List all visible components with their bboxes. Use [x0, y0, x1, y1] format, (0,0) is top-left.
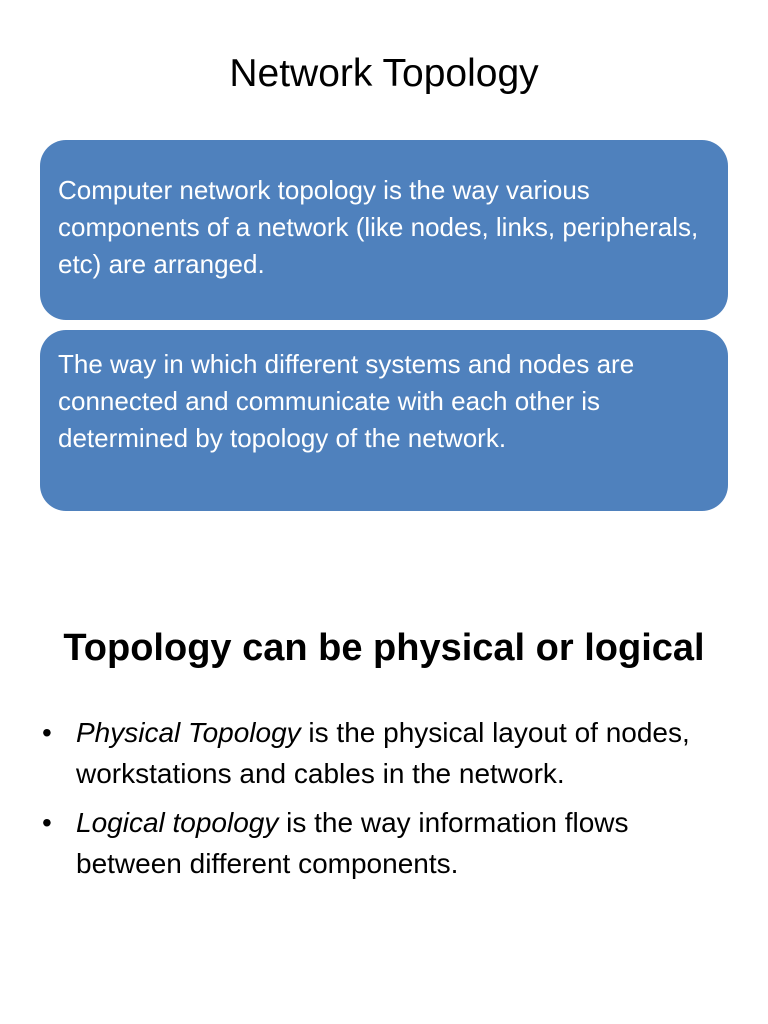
definition-text: Computer network topology is the way various components of a network (like nodes, links, peripherals, etc) are arranged.	[58, 175, 699, 279]
list-item	[40, 802, 740, 884]
physical-topology-term: Physical Topology	[76, 717, 301, 748]
connection-text: The way in which different systems and nodes are connected and communicate with each other is determined by topology of the network.	[58, 349, 635, 453]
logical-topology-term: Logical topology	[76, 807, 279, 838]
bullet-icon: •	[42, 717, 52, 748]
connection-box	[40, 330, 728, 511]
topology-bullet-list	[40, 712, 740, 892]
logical-topology-description: is the way information flows between different components.	[76, 807, 629, 879]
physical-topology-description: is the physical layout of nodes, workstations and cables in the network.	[76, 717, 690, 789]
slide-title: Network Topology	[229, 52, 539, 95]
bullet-icon: •	[42, 807, 52, 838]
list-item	[40, 712, 740, 794]
section-heading: Topology can be physical or logical	[63, 627, 705, 669]
definition-box	[40, 140, 728, 320]
